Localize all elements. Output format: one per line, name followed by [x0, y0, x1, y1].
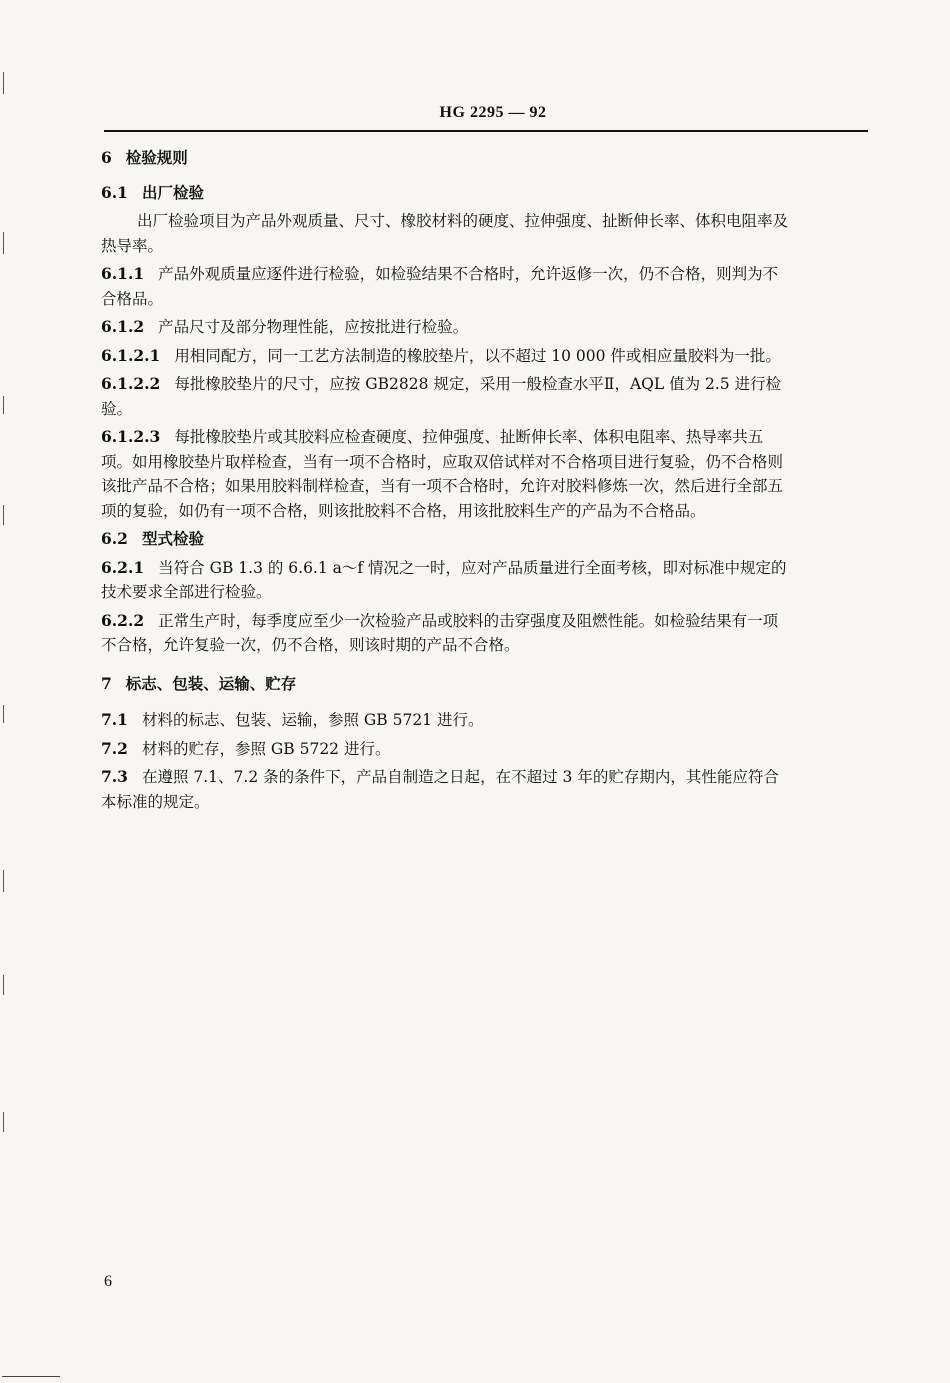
- document-body: [101, 146, 871, 814]
- scan-edge-mark: [3, 1112, 4, 1132]
- clause-6-1-2-1: 6.1.2.1 用相同配方，同一工艺方法制造的橡胶垫片，以不超过 10 000 件或相应量胶料为一批。: [101, 345, 781, 365]
- section-7-heading: 7 标志、包装、运输、贮存: [101, 673, 297, 693]
- page-number: 6: [104, 1273, 112, 1290]
- clause-6-1-2: 6.1.2 产品尺寸及部分物理性能，应按批进行检验。: [101, 317, 469, 336]
- paragraph-line: 合格品。: [101, 289, 164, 308]
- standard-code-header: HG 2295 — 92: [439, 104, 547, 121]
- clause-6-2-1: 6.2.1 当符合 GB 1.3 的 6.6.1 a～f 情况之一时，应对产品质量进行全面考核，即对标准中规定的: [101, 557, 787, 577]
- paragraph-line: 不合格，允许复验一次，仍不合格，则该时期的产品不合格。: [101, 636, 520, 654]
- clause-7-3: 7.3 在遵照 7.1、7.2 条的条件下，产品自制造之日起，在不超过 3 年的贮存期内，其性能应符合: [101, 767, 779, 786]
- paragraph-line: 项。如用橡胶垫片取样检查，当有一项不合格时，应取双倍试样对不合格项目进行复验，仍不合格则: [101, 452, 784, 471]
- clause-7-1: 7.1 材料的标志、包装、运输，参照 GB 5721 进行。: [101, 710, 484, 729]
- section-6-heading: 6 检验规则: [101, 148, 188, 167]
- scan-edge-mark: [3, 232, 4, 254]
- paragraph-line: 该批产品不合格；如果用胶料制样检查，当有一项不合格时，允许对胶料修炼一次，然后进行全部五: [101, 477, 784, 495]
- clause-6-1-2-3: 6.1.2.3 每批橡胶垫片或其胶料应检查硬度、拉伸强度、扯断伸长率、体积电阻率、热导率共五: [101, 427, 764, 446]
- section-6-1-heading: 6.1 出厂检验: [101, 182, 204, 202]
- paragraph-line: 验。: [101, 399, 133, 418]
- clause-6-1-1: 6.1.1 产品外观质量应逐件进行检验，如检验结果不合格时，允许返修一次，仍不合格，则判为不: [101, 264, 779, 283]
- clause-6-2-2: 6.2.2 正常生产时，每季度应至少一次检验产品或胶料的击穿强度及阻燃性能。如检验结果有一项: [101, 610, 779, 630]
- clause-6-1-2-2: 6.1.2.2 每批橡胶垫片的尺寸，应按 GB2828 规定，采用一般检查水平Ⅱ，AQL 值为 2.5 进行检: [101, 374, 782, 393]
- scan-edge-mark: [3, 975, 4, 995]
- scan-edge-mark: [3, 72, 4, 94]
- scan-edge-mark: [3, 396, 4, 414]
- scan-edge-mark: [3, 705, 4, 723]
- section-6-2-heading: 6.2 型式检验: [101, 529, 204, 548]
- paragraph-line: 技术要求全部进行检验。: [101, 583, 272, 601]
- paragraph-line: 热导率。: [101, 236, 164, 255]
- paragraph-line: 项的复验，如仍有一项不合格，则该批胶料不合格，用该批胶料生产的产品为不合格品。: [101, 501, 706, 520]
- header-rule: [104, 130, 868, 132]
- paragraph-line: 出厂检验项目为产品外观质量、尺寸、橡胶材料的硬度、拉伸强度、扯断伸长率、体积电阻率及: [137, 212, 789, 230]
- paragraph-line: 本标准的规定。: [101, 792, 210, 811]
- scan-edge-mark: [3, 505, 4, 525]
- scan-bottom-rule: [2, 1376, 60, 1377]
- scan-edge-mark: [3, 870, 4, 892]
- clause-7-2: 7.2 材料的贮存，参照 GB 5722 进行。: [101, 738, 391, 758]
